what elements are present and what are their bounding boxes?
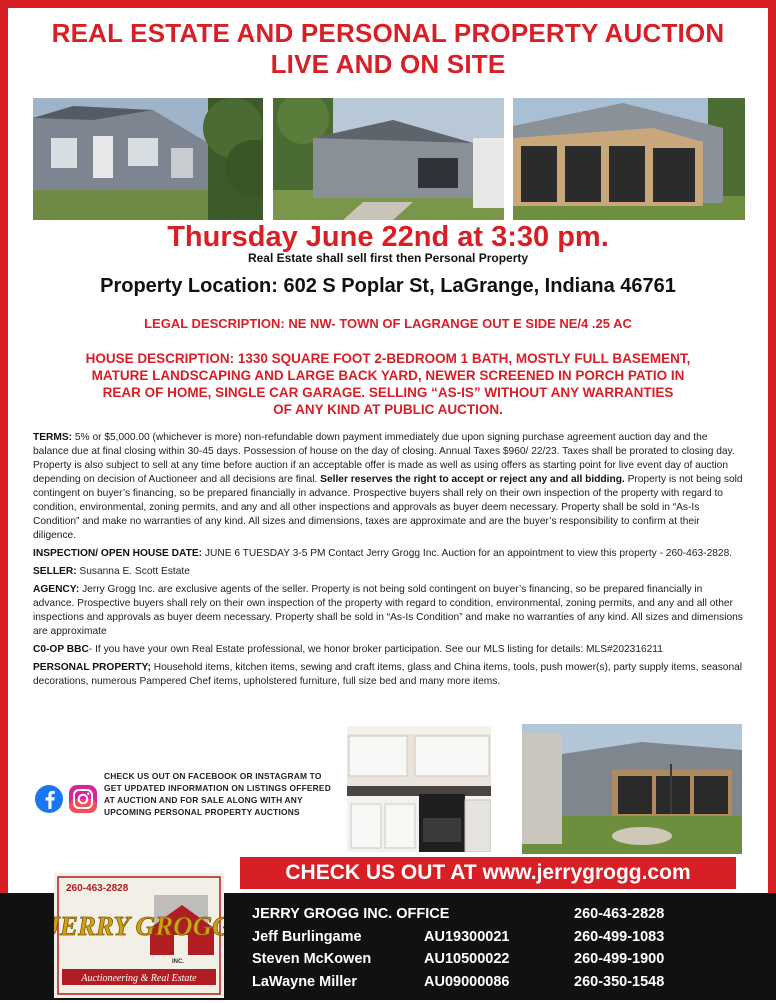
personal-label: PERSONAL PROPERTY; xyxy=(33,662,151,673)
contact-phone[interactable]: 260-499-1083 xyxy=(574,928,665,945)
agency-text: Jerry Grogg Inc. are exclusive agents of the seller. Property is not being sold contingent on buyer’s financing, so be prepared financially in advance. Prospective buyers shall rely on their own inspection of the property with regard to condition, environmental, zoning permits, and any and all other inspections and approvals as buyer deem necessary. Property shall be sold in “As-Is Condition” and make no warranties of any kind. All sizes and dimensions are approximate xyxy=(33,584,743,637)
contact-name: LaWayne Miller xyxy=(252,973,358,990)
seller-paragraph xyxy=(33,565,745,579)
contact-license: AU09000086 xyxy=(424,973,510,990)
auction-date: Thursday June 22nd at 3:30 pm. xyxy=(167,221,609,253)
kitchen-photo xyxy=(347,726,491,852)
agency-label: AGENCY: xyxy=(33,584,80,595)
social-message: CHECK US OUT ON FACEBOOK OR INSTAGRAM TO GET UPDATED INFORMATION ON LISTINGS OFFERED AT AUCTION AND FOR SALE ALONG WITH ANY UPCOMING PERSONAL PROPERTY AUCTIONS xyxy=(104,771,331,817)
logo-inc: INC. xyxy=(172,959,184,965)
page-title xyxy=(0,18,776,80)
title-line-2: LIVE AND ON SITE xyxy=(270,49,506,79)
terms-text-a: 5% or $5,000.00 (whichever is more) non-refundable down payment immediately due upon signing purchase agreement auction day and the balance due at final closing within 30-45 days. Possession of house on the day of closing. Annual Taxes $960/ 22/23. Taxes shall be prorated to closing day. Property is also subject to sell at any time before auction if an acceptable offer is made as well as using offers as starting point for live event day of auction depending on decision of Auctioneer and all decisions are final. xyxy=(33,432,735,485)
house-line-4: OF ANY KIND AT PUBLIC AUCTION. xyxy=(273,402,503,417)
contact-row xyxy=(252,926,732,949)
house-line-3: REAR OF HOME, SINGLE CAR GARAGE. SELLING “AS-IS” WITHOUT ANY WARRANTIES xyxy=(102,385,674,400)
contact-phone[interactable]: 260-463-2828 xyxy=(574,906,665,922)
contact-row xyxy=(252,971,732,994)
contact-row xyxy=(252,903,732,926)
terms-bold: Seller reserves the right to accept or reject any and all bidding. xyxy=(320,474,625,485)
terms-paragraph xyxy=(33,431,745,543)
instagram-icon[interactable] xyxy=(69,785,97,813)
coop-paragraph xyxy=(33,643,745,657)
facebook-icon[interactable] xyxy=(35,785,63,813)
house-side-photo xyxy=(273,98,504,220)
agency-paragraph xyxy=(33,583,745,639)
terms-label: TERMS: xyxy=(33,432,73,443)
personal-property-paragraph xyxy=(33,661,745,689)
social-icons xyxy=(34,784,98,814)
sale-order-note: Real Estate shall sell first then Personal Property xyxy=(247,251,529,265)
house-line-1: HOUSE DESCRIPTION: 1330 SQUARE FOOT 2-BEDROOM 1 BATH, MOSTLY FULL BASEMENT, xyxy=(85,351,691,366)
inspection-text: JUNE 6 TUESDAY 3-5 PM Contact Jerry Grogg Inc. Auction for an appointment to view this property - 260-463-2828. xyxy=(202,548,733,559)
contact-list xyxy=(252,903,732,993)
contact-phone[interactable]: 260-499-1900 xyxy=(574,951,665,967)
house-description xyxy=(40,350,736,418)
inspection-paragraph xyxy=(33,547,745,561)
contact-row xyxy=(252,948,732,971)
title-line-1: REAL ESTATE AND PERSONAL PROPERTY AUCTION xyxy=(51,18,725,48)
inspection-label: INSPECTION/ OPEN HOUSE DATE: xyxy=(33,548,203,559)
property-location: Property Location: 602 S Poplar St, LaGrange, Indiana 46761 xyxy=(100,275,676,297)
contact-name: JERRY GROGG INC. OFFICE xyxy=(252,906,450,922)
contact-license: AU10500022 xyxy=(424,951,510,967)
terms-text-b: Property is not being sold contingent on buyer’s financing, so be prepared financially in advance. Prospective buyers shall rely on their own inspection of the property with regard to condition, environmental, zoning permits, and any and all other inspections and approvals as buyer deem necessary. Property shall be sold in “As-Is Condition” and make no warranties of any kind. All sizes and dimensions, taxes are approximate and are the buyer’s responsibility to confirm at their diligence. xyxy=(33,474,743,541)
house-front-photo xyxy=(33,98,263,220)
screened-porch-photo xyxy=(513,98,745,220)
house-line-2: MATURE LANDSCAPING AND LARGE BACK YARD, NEWER SCREENED IN PORCH PATIO IN xyxy=(91,368,685,383)
seller-label: SELLER: xyxy=(33,566,77,577)
coop-text: - If you have your own Real Estate professional, we honor broker participation. See our MLS listing for details: MLS#202316211 xyxy=(88,644,663,655)
logo-phone: 260-463-2828 xyxy=(66,883,129,894)
seller-text: Susanna E. Scott Estate xyxy=(76,566,190,577)
auction-details xyxy=(33,431,745,693)
logo-name: JERRY GROGG xyxy=(54,911,224,941)
back-yard-photo xyxy=(522,724,742,854)
contact-name: Steven McKowen xyxy=(252,951,372,967)
contact-name: Jeff Burlingame xyxy=(252,928,362,945)
coop-label: C0-OP BBC xyxy=(33,644,89,655)
contact-phone[interactable]: 260-350-1548 xyxy=(574,973,665,990)
personal-text: Household items, kitchen items, sewing and craft items, glass and China items, tools, push mower(s), party supply items, seasonal decorations, numerous Pampered Chef items, upholstered furniture, full size bed and many more items. xyxy=(33,662,743,687)
website-banner[interactable]: CHECK US OUT AT www.jerrygrogg.com xyxy=(240,857,736,889)
logo-tagline: Auctioneering & Real Estate xyxy=(81,973,197,984)
legal-description: LEGAL DESCRIPTION: NE NW- TOWN OF LAGRANGE OUT E SIDE NE/4 .25 AC xyxy=(144,316,632,331)
jerry-grogg-logo xyxy=(54,873,224,998)
contact-license: AU19300021 xyxy=(424,928,510,945)
